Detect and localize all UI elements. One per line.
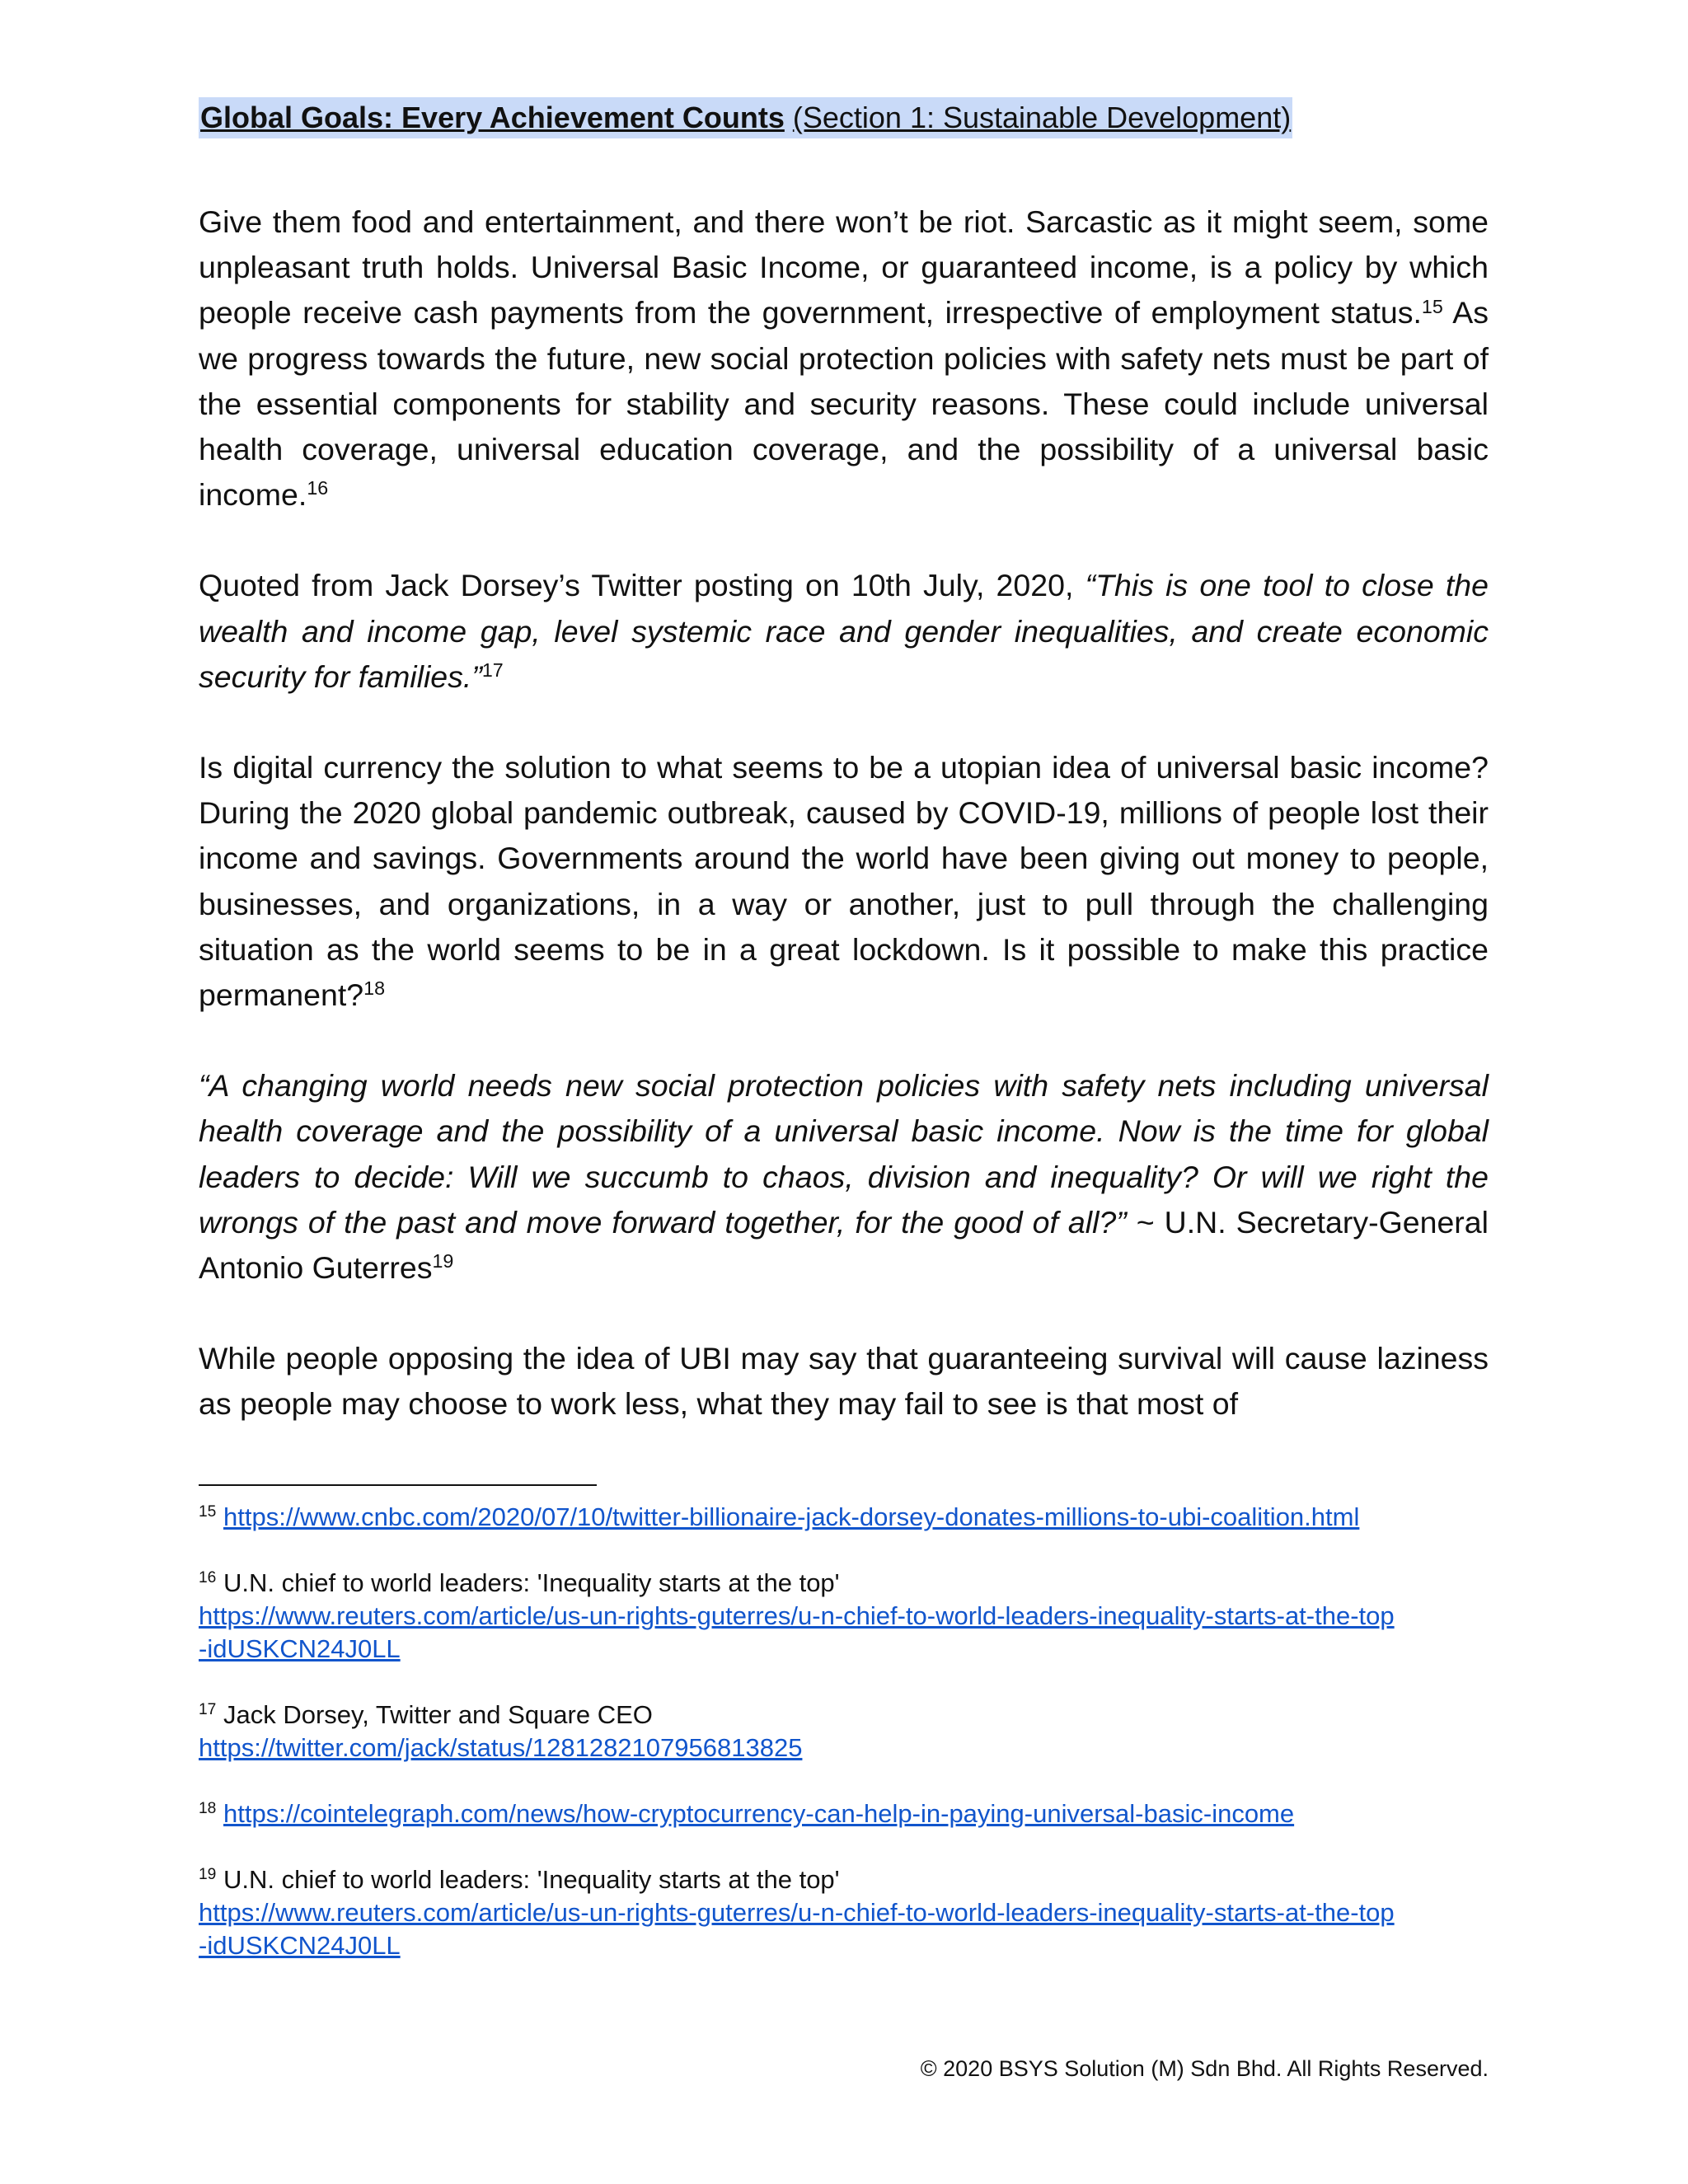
footnote-ref-16[interactable]: 16	[307, 477, 329, 499]
footnote-16	[199, 1567, 1489, 1666]
footnote-link[interactable]: https://twitter.com/jack/status/1281282107956813825	[199, 1732, 803, 1762]
quote-attribution: ~ U.N. Secretary-General Antonio Guterres	[199, 1204, 1489, 1286]
footnote-ref-18[interactable]: 18	[363, 977, 386, 1000]
footnote-number: 19	[199, 1866, 217, 1884]
paragraph-text: While people opposing the idea of UBI may say that guaranteeing survival will cause laziness as people may choose to work less, what they may fail to see is that most of	[199, 1341, 1489, 1422]
footnote-ref-17[interactable]: 17	[481, 659, 504, 682]
footnote-number: 17	[199, 1701, 217, 1719]
guterres-quote: “A changing world needs new social protection policies with safety nets including universal health coverage and the possibility of a universal basic income. Now is the time for global leaders to decide: Will we succumb to chaos, division and inequality? Or will we right the wrongs of the past and move forward together, for the good of all?”	[199, 1068, 1489, 1240]
paragraph-text: Quoted from Jack Dorsey’s Twitter posting on 10th July, 2020,	[199, 568, 1085, 603]
paragraph-dorsey-quote	[199, 563, 1489, 700]
footnote-title: U.N. chief to world leaders: 'Inequality starts at the top'	[223, 1864, 840, 1894]
paragraph-text: Is digital currency the solution to what seems to be a utopian idea of universal basic income? During the 2020 global pandemic outbreak, caused by COVID-19, millions of people lost their income and savings. Governments around the world have been giving out money to people, businesses, and organizations, in a way or another, just to pull through the challenging situation as the world seems to be in a great lockdown. Is it possible to make this practice permanent?	[199, 750, 1489, 1013]
footnote-link[interactable]: https://www.cnbc.com/2020/07/10/twitter-billionaire-jack-dorsey-donates-millions-to-ubi-coalition.html	[223, 1502, 1360, 1531]
paragraph-guterres-quote	[199, 1063, 1489, 1291]
paragraph-ubi-opposition	[199, 1336, 1489, 1427]
paragraph-text: Give them food and entertainment, and there won’t be riot. Sarcastic as it might seem, some unpleasant truth holds. Universal Basic Income, or guaranteed income, is a policy by which people receive cash payments from the government, irrespective of employment status.	[199, 204, 1489, 330]
heading-section-label: (Section 1: Sustainable Development)	[792, 101, 1292, 134]
copyright-footer: © 2020 BSYS Solution (M) Sdn Bhd. All Rights Reserved.	[920, 2056, 1489, 2081]
footnote-17	[199, 1699, 1489, 1765]
footnote-15	[199, 1501, 1489, 1534]
footnote-19	[199, 1863, 1489, 1962]
paragraph-ubi-intro	[199, 199, 1489, 518]
footnote-number: 16	[199, 1569, 217, 1587]
footnote-title: U.N. chief to world leaders: 'Inequality starts at the top'	[223, 1568, 840, 1597]
footnote-18	[199, 1797, 1489, 1830]
paragraph-text: As we progress towards the future, new social protection policies with safety nets must be part of the essential components for stability and security reasons. These could include universal health coverage, universal education coverage, and the possibility of a universal basic income.	[199, 295, 1489, 513]
footnote-number: 15	[199, 1503, 217, 1521]
footnote-ref-15[interactable]: 15	[1421, 295, 1443, 317]
dorsey-quote: “This is one tool to close the wealth and income gap, level systemic race and gender inequalities, and create economic security for families.”	[199, 568, 1489, 694]
footnote-link[interactable]: https://www.reuters.com/article/us-un-rights-guterres/u-n-chief-to-world-leaders-inequality-starts-at-the-top	[199, 1601, 1395, 1630]
footnote-ref-19[interactable]: 19	[432, 1250, 454, 1272]
section-heading	[199, 97, 1292, 138]
footnote-link[interactable]: https://cointelegraph.com/news/how-cryptocurrency-can-help-in-paying-universal-basic-income	[223, 1798, 1295, 1828]
footnote-link-continuation[interactable]: -idUSKCN24J0LL	[199, 1633, 401, 1663]
footnote-link-continuation[interactable]: -idUSKCN24J0LL	[199, 1930, 401, 1960]
paragraph-digital-currency	[199, 745, 1489, 1018]
heading-title: Global Goals: Every Achievement Counts	[200, 101, 785, 134]
footnote-number: 18	[199, 1800, 217, 1818]
footnote-divider	[199, 1484, 597, 1486]
footnote-link[interactable]: https://www.reuters.com/article/us-un-rights-guterres/u-n-chief-to-world-leaders-inequality-starts-at-the-top	[199, 1897, 1395, 1927]
page-content	[199, 97, 1489, 1962]
footnote-title: Jack Dorsey, Twitter and Square CEO	[223, 1699, 653, 1729]
